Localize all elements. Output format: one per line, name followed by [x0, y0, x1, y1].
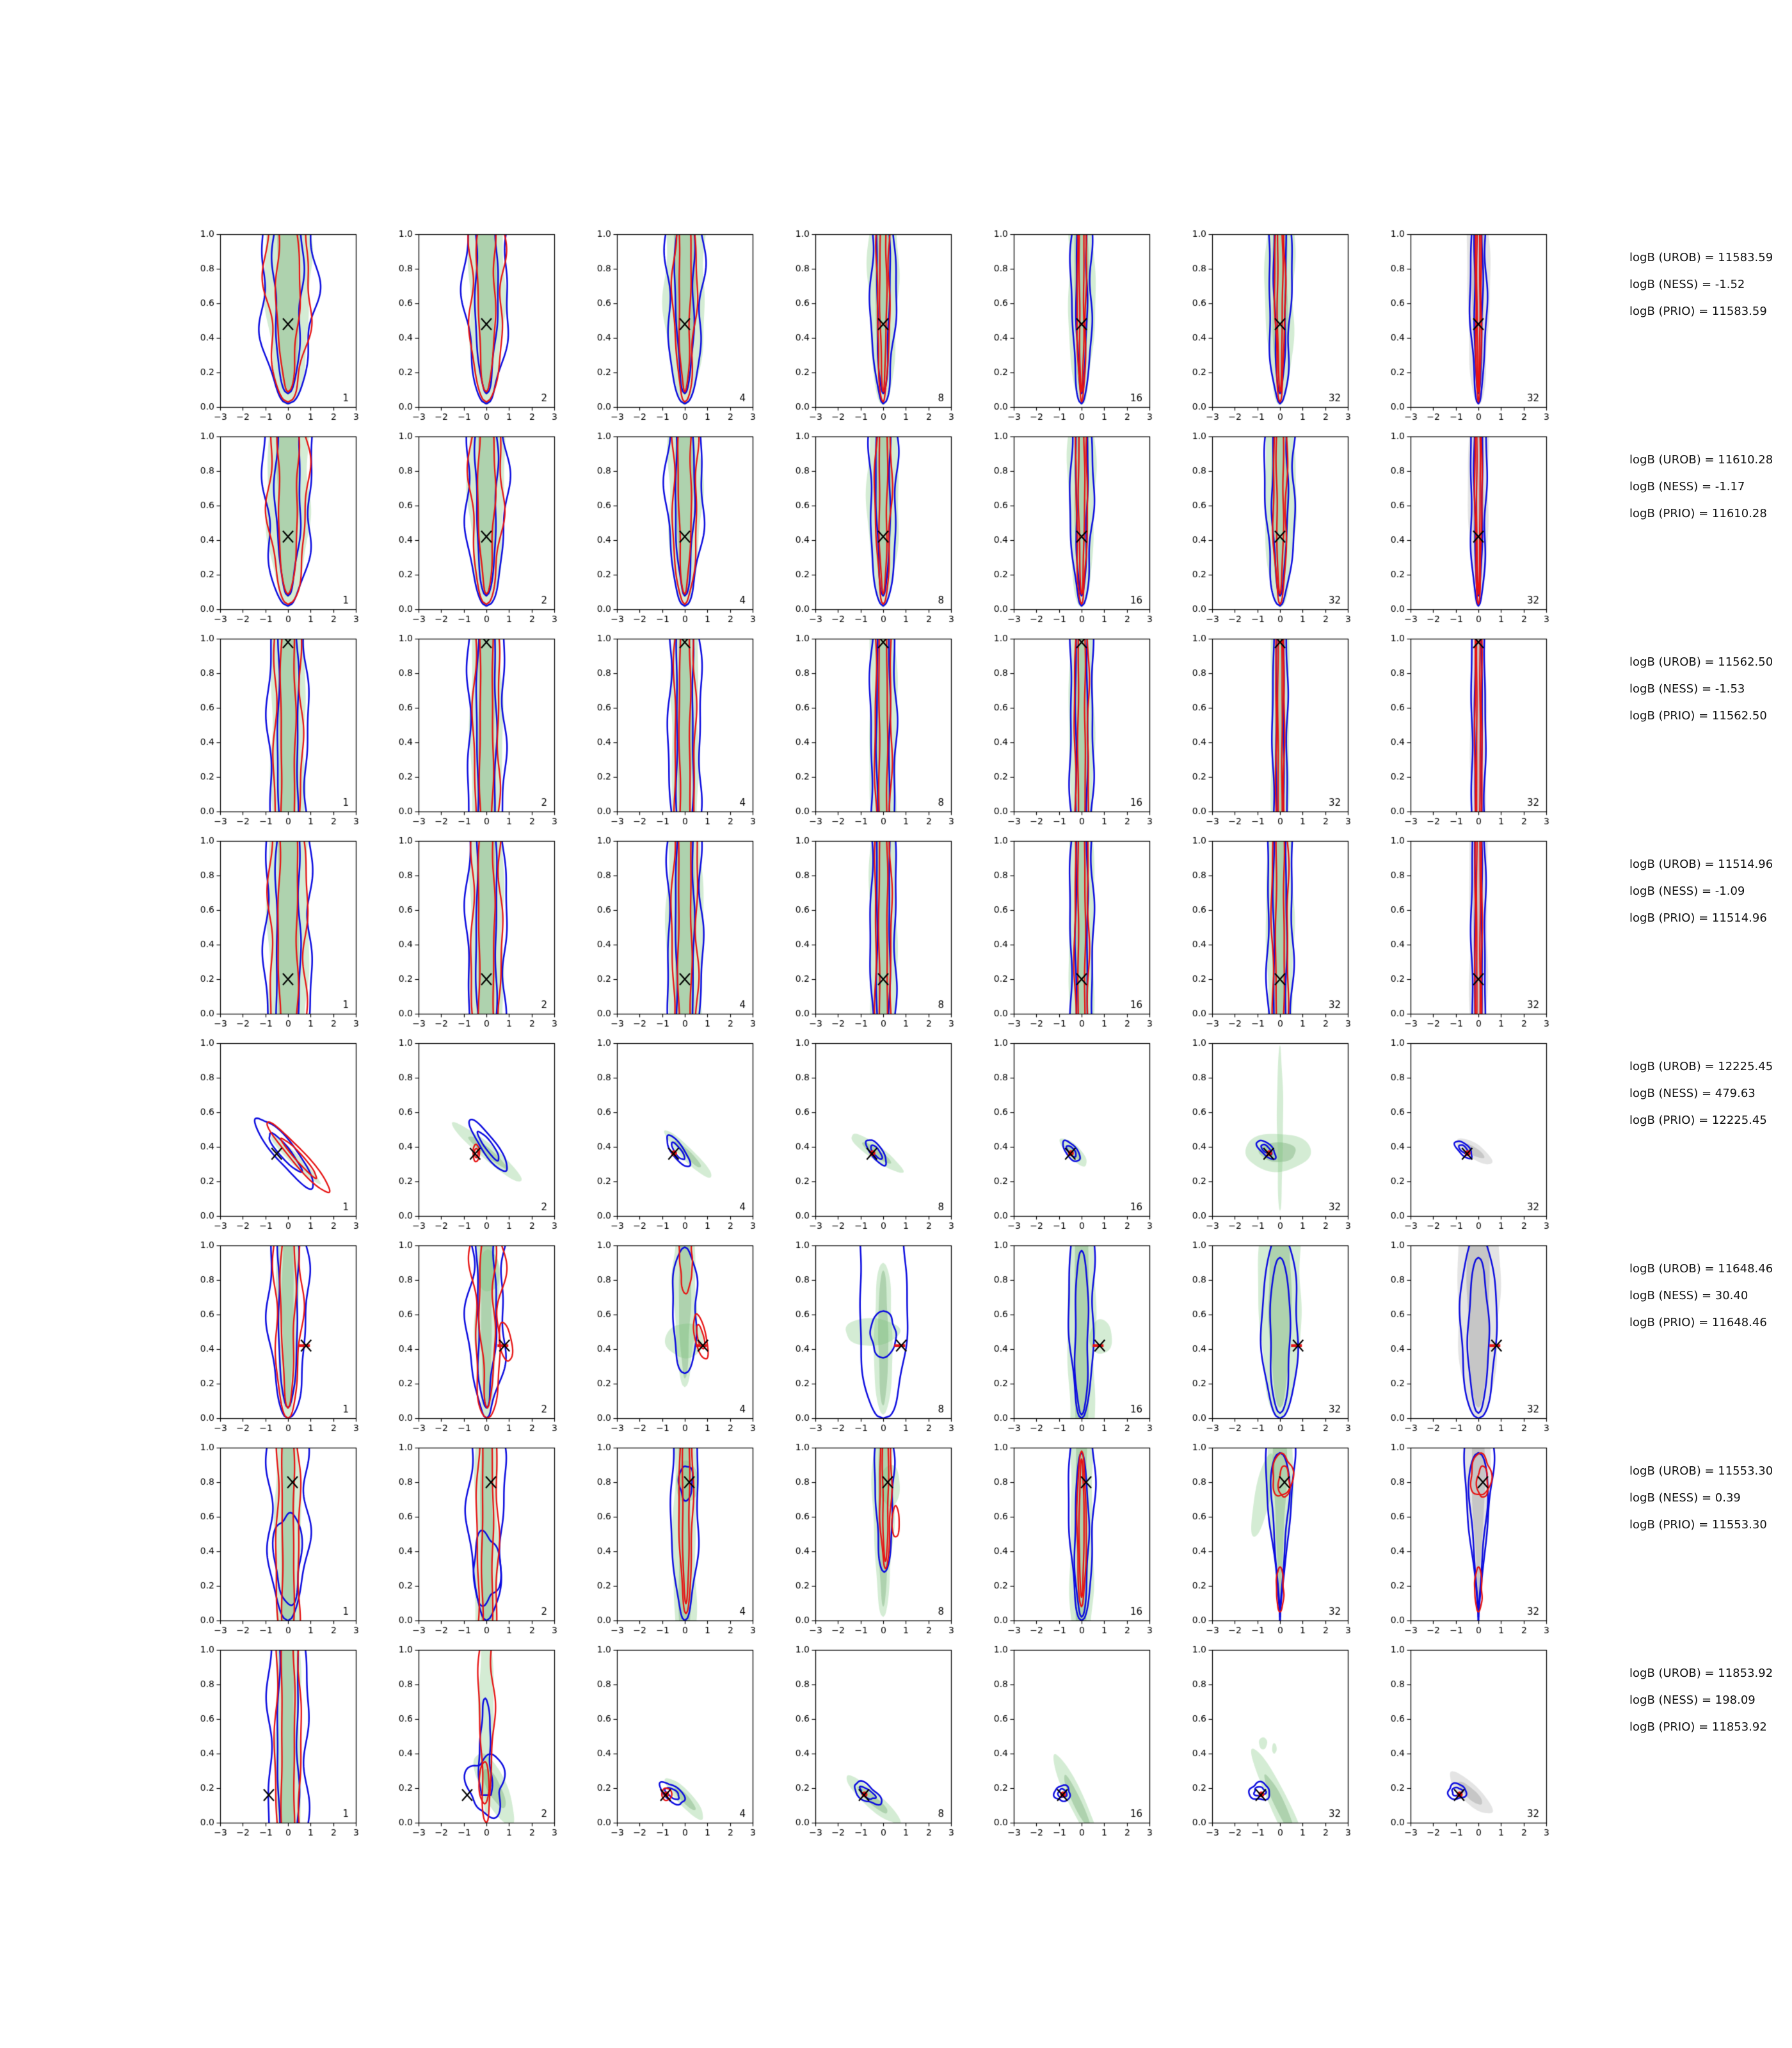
logb-ness: logB (NESS) = -1.52 [1629, 278, 1745, 291]
logb-ness: logB (NESS) = 479.63 [1629, 1087, 1756, 1100]
logb-prio: logB (PRIO) = 11562.50 [1629, 709, 1767, 723]
logb-urob: logB (UROB) = 11610.28 [1629, 453, 1773, 467]
row-3-annotations [1629, 655, 1773, 736]
row-5-annotations [1629, 1060, 1773, 1140]
logb-urob: logB (UROB) = 11562.50 [1629, 655, 1773, 669]
logb-urob: logB (UROB) = 11648.46 [1629, 1262, 1773, 1276]
logb-prio: logB (PRIO) = 12225.45 [1629, 1114, 1767, 1127]
row-4-annotations [1629, 858, 1773, 938]
logb-prio: logB (PRIO) = 11610.28 [1629, 507, 1767, 520]
logb-ness: logB (NESS) = 0.39 [1629, 1491, 1741, 1505]
logb-ness: logB (NESS) = 30.40 [1629, 1289, 1748, 1302]
logb-urob: logB (UROB) = 11853.92 [1629, 1667, 1773, 1680]
logb-prio: logB (PRIO) = 11553.30 [1629, 1518, 1767, 1532]
logb-prio: logB (PRIO) = 11648.46 [1629, 1316, 1767, 1329]
logb-ness: logB (NESS) = 198.09 [1629, 1693, 1756, 1707]
row-8-annotations [1629, 1667, 1773, 1747]
row-1-annotations [1629, 251, 1773, 332]
logb-prio: logB (PRIO) = 11583.59 [1629, 305, 1767, 318]
row-7-annotations [1629, 1464, 1773, 1545]
row-6-annotations [1629, 1262, 1773, 1343]
logb-ness: logB (NESS) = -1.53 [1629, 682, 1745, 696]
logb-ness: logB (NESS) = -1.09 [1629, 884, 1745, 898]
logb-prio: logB (PRIO) = 11853.92 [1629, 1720, 1767, 1734]
logb-urob: logB (UROB) = 11583.59 [1629, 251, 1773, 264]
row-2-annotations [1629, 453, 1773, 534]
logb-urob: logB (UROB) = 11553.30 [1629, 1464, 1773, 1478]
logb-ness: logB (NESS) = -1.17 [1629, 480, 1745, 493]
logb-prio: logB (PRIO) = 11514.96 [1629, 911, 1767, 925]
logb-urob: logB (UROB) = 11514.96 [1629, 858, 1773, 871]
logb-urob: logB (UROB) = 12225.45 [1629, 1060, 1773, 1073]
